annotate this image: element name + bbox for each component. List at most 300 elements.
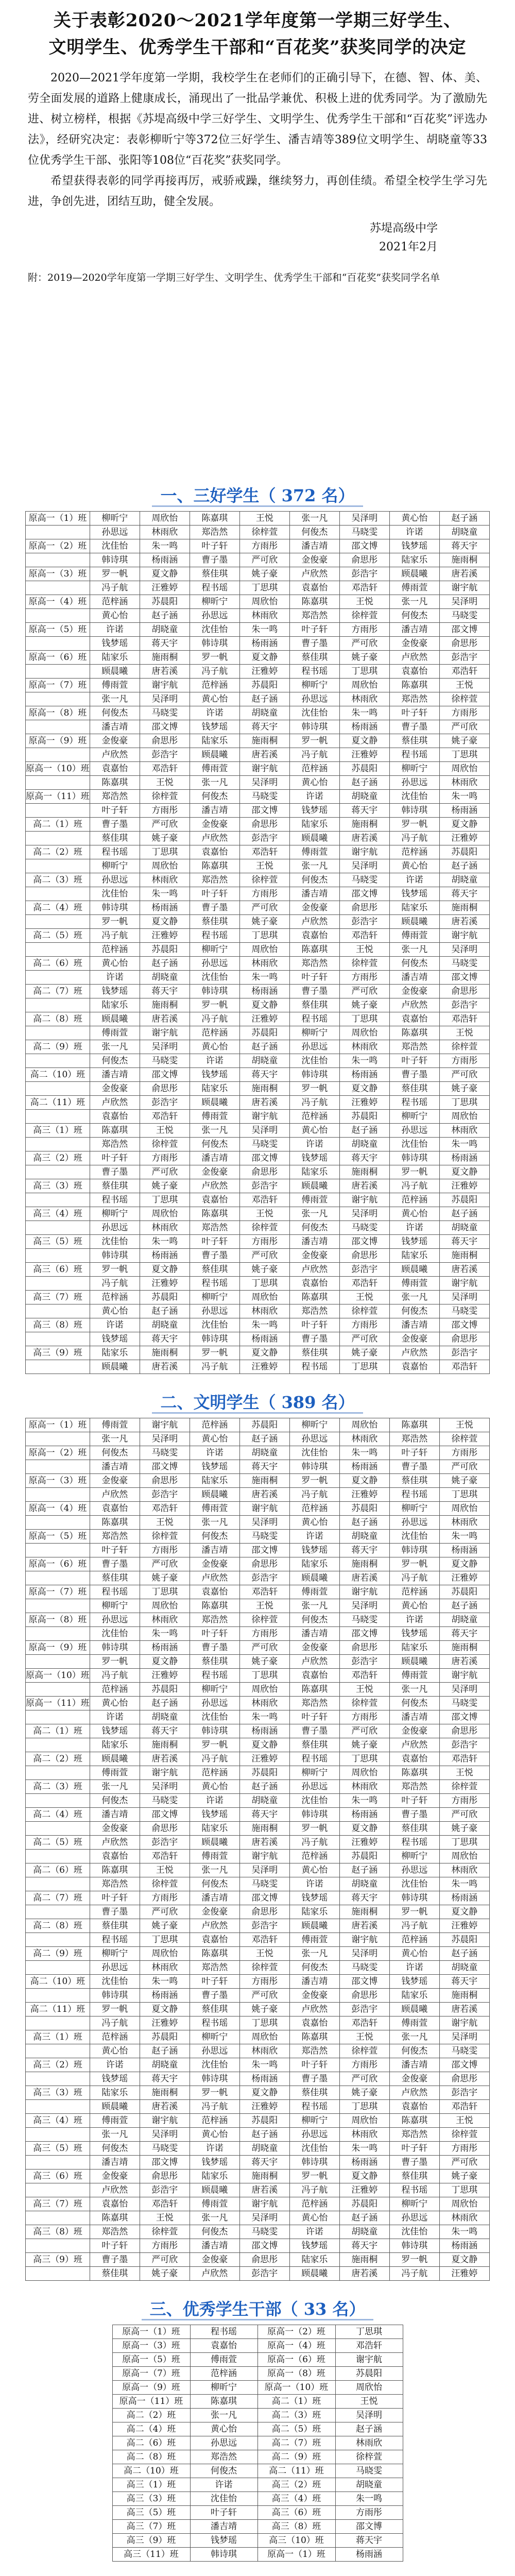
student-name-cell: 蔡佳琪 [90, 1179, 140, 1193]
student-name-cell: 周欣怡 [339, 1766, 389, 1780]
student-name-cell: 汪雅婷 [339, 1096, 389, 1110]
student-name-cell: 丁思琪 [239, 929, 289, 943]
student-name-cell: 陆家乐 [190, 1474, 239, 1488]
class-cell: 高二（10）班 [26, 1975, 90, 1989]
student-name-cell: 罗一帆 [190, 651, 239, 665]
student-name-cell: 蒋天宇 [439, 1235, 489, 1249]
student-name-cell: 范梓涵 [90, 595, 140, 609]
table-row [26, 2239, 490, 2253]
student-name-cell: 许诺 [90, 971, 140, 985]
student-name-cell: 潘吉靖 [289, 887, 339, 901]
class-cell [26, 1138, 90, 1151]
student-name-cell: 徐梓萱 [239, 1221, 289, 1235]
student-name-cell: 吴泽明 [239, 1516, 289, 1530]
student-name-cell: 王悦 [239, 512, 289, 526]
class-cell: 高三（3）班 [112, 2492, 190, 2506]
student-name-cell: 赵子涵 [339, 776, 389, 790]
class-cell: 原高一（3）班 [112, 2339, 190, 2353]
student-name-cell: 叶子轩 [190, 2506, 258, 2520]
student-name-cell: 陆家乐 [90, 998, 140, 1012]
table-row [26, 859, 490, 873]
table-row [26, 2142, 490, 2156]
student-name-cell: 朱一鸣 [239, 2058, 289, 2072]
student-name-cell: 钱梦瑶 [289, 1151, 339, 1165]
table-row [26, 1710, 490, 1724]
student-name-cell: 郑浩然 [389, 1432, 439, 1446]
student-name-cell: 冯子航 [389, 1571, 439, 1585]
student-name-cell: 林雨欣 [239, 957, 289, 971]
student-name-cell: 方雨彤 [239, 1627, 289, 1641]
student-name-cell: 蒋天宇 [140, 985, 190, 998]
student-name-cell: 郑浩然 [389, 1780, 439, 1794]
class-cell: 高三（1）班 [26, 1124, 90, 1138]
class-cell: 高三（10）班 [258, 2534, 335, 2548]
table-row [26, 1054, 490, 1068]
student-name-cell: 吴泽明 [439, 595, 489, 609]
student-name-cell: 王悦 [140, 2211, 190, 2225]
student-name-cell: 傅雨萱 [389, 1669, 439, 1683]
table-row [26, 1738, 490, 1752]
student-name-cell: 夏文静 [439, 1905, 489, 1919]
student-name-cell: 方雨彤 [140, 1151, 190, 1165]
class-cell [26, 1571, 90, 1585]
attachment-note: 附：2019—2020学年度第一学期三好学生、文明学生、优秀学生干部和“百花奖”获奖同学名单 [28, 272, 440, 283]
student-name-cell: 柳昕宁 [190, 1683, 239, 1697]
student-name-cell: 徐梓萱 [339, 2044, 389, 2058]
student-name-cell: 俞思彤 [239, 818, 289, 832]
class-cell [26, 1026, 90, 1040]
class-cell: 原高一（4）班 [26, 595, 90, 609]
student-name-cell: 潘吉靖 [289, 539, 339, 553]
student-name-cell: 胡晓童 [239, 1446, 289, 1460]
student-name-cell: 吴泽明 [239, 776, 289, 790]
table-row [26, 1277, 490, 1291]
table-row [26, 1304, 490, 1318]
student-name-cell: 蔡佳琪 [389, 1082, 439, 1096]
class-cell: 高三（3）班 [26, 2086, 90, 2100]
student-name-cell: 姚子豪 [339, 651, 389, 665]
class-cell [26, 553, 90, 567]
student-name-cell: 苏晨阳 [339, 762, 389, 776]
table-row [26, 2225, 490, 2239]
student-name-cell: 叶子轩 [289, 623, 339, 637]
student-name-cell: 张一凡 [289, 1947, 339, 1961]
student-name-cell: 郑浩然 [190, 526, 239, 539]
class-cell: 原高一（7）班 [26, 679, 90, 692]
student-name-cell: 杨雨涵 [439, 2239, 489, 2253]
student-name-cell: 汪雅婷 [439, 1571, 489, 1585]
student-name-cell: 姚子豪 [239, 1655, 289, 1669]
student-name-cell: 卢欣然 [90, 1836, 140, 1850]
table-row [26, 2253, 490, 2267]
student-name-cell: 黄心怡 [389, 512, 439, 526]
student-name-cell: 何俊杰 [389, 957, 439, 971]
student-name-cell: 冯子航 [190, 1012, 239, 1026]
class-cell: 高三（5）班 [112, 2506, 190, 2520]
table-row [112, 2339, 403, 2353]
student-name-cell: 林雨欣 [239, 2044, 289, 2058]
student-name-cell: 朱一鸣 [339, 1446, 389, 1460]
student-name-cell: 严可欣 [239, 553, 289, 567]
class-cell [26, 2128, 90, 2142]
class-cell: 原高一（6）班 [26, 651, 90, 665]
student-name-cell: 金俊豪 [389, 1332, 439, 1346]
table-row [26, 1613, 490, 1627]
student-name-cell: 周欣怡 [140, 1599, 190, 1613]
student-name-cell: 程书瑶 [90, 845, 140, 859]
class-cell [26, 2016, 90, 2030]
student-name-cell: 胡晓童 [439, 1613, 489, 1627]
student-name-cell: 徐梓萱 [439, 692, 489, 706]
student-name-cell: 王悦 [335, 2395, 403, 2409]
student-name-cell: 柳昕宁 [289, 2114, 339, 2128]
student-name-cell: 范梓涵 [389, 1585, 439, 1599]
class-cell: 原高一（4）班 [26, 1502, 90, 1516]
student-name-cell: 郑浩然 [289, 609, 339, 623]
student-name-cell: 张一凡 [289, 1207, 339, 1221]
student-name-cell: 赵子涵 [339, 1124, 389, 1138]
student-name-cell: 周欣怡 [239, 595, 289, 609]
student-name-cell: 曹子墨 [190, 1989, 239, 2003]
student-name-cell: 蒋天宇 [339, 1151, 389, 1165]
student-name-cell: 叶子轩 [389, 1794, 439, 1808]
student-name-cell: 韩诗琪 [289, 2156, 339, 2170]
table-row [26, 1138, 490, 1151]
student-name-cell: 马晓雯 [339, 1961, 389, 1975]
section-title-sanhao: 一、三好学生（ 372 名） [0, 483, 515, 508]
student-name-cell: 赵子涵 [239, 2128, 289, 2142]
student-name-cell: 孙思远 [389, 1516, 439, 1530]
table-row [26, 776, 490, 790]
student-name-cell: 彭浩宇 [239, 1919, 289, 1933]
student-name-cell: 俞思彤 [239, 2253, 289, 2267]
student-name-cell: 谢宇航 [439, 2016, 489, 2030]
table-row [26, 1975, 490, 1989]
student-name-cell: 蒋天宇 [335, 2534, 403, 2548]
student-name-cell: 何俊杰 [289, 1613, 339, 1627]
student-name-cell: 陆家乐 [289, 1557, 339, 1571]
student-name-cell: 唐若溪 [439, 915, 489, 929]
student-name-cell: 金俊豪 [90, 1082, 140, 1096]
student-name-cell: 张一凡 [90, 1040, 140, 1054]
table-row [112, 2325, 403, 2339]
class-cell [26, 804, 90, 818]
student-name-cell: 吴泽明 [140, 2128, 190, 2142]
student-name-cell: 朱一鸣 [140, 1627, 190, 1641]
student-name-cell: 钱梦瑶 [90, 1332, 140, 1346]
student-name-cell: 曹子墨 [389, 720, 439, 734]
class-cell: 原高一（7）班 [26, 1585, 90, 1599]
student-name-cell: 钱梦瑶 [289, 1891, 339, 1905]
student-name-cell: 冯子航 [90, 929, 140, 943]
student-name-cell: 罗一帆 [389, 818, 439, 832]
student-name-cell: 马晓雯 [339, 1221, 389, 1235]
class-cell: 原高一（10）班 [258, 2381, 335, 2395]
table-row [26, 2183, 490, 2197]
student-name-cell: 彭浩宇 [339, 1263, 389, 1277]
student-name-cell: 方雨彤 [339, 623, 389, 637]
student-name-cell: 曹子墨 [389, 1808, 439, 1822]
student-name-cell: 汪雅婷 [140, 929, 190, 943]
section-sanhao [0, 474, 515, 1374]
class-cell [26, 971, 90, 985]
class-cell: 高三（5）班 [26, 2142, 90, 2156]
student-name-cell: 罗一帆 [190, 998, 239, 1012]
student-name-cell: 蔡佳琪 [389, 1822, 439, 1836]
table-row [26, 553, 490, 567]
student-name-cell: 金俊豪 [190, 2253, 239, 2267]
student-name-cell: 柳昕宁 [90, 859, 140, 873]
student-name-cell: 孙思远 [289, 1432, 339, 1446]
student-name-cell: 马晓雯 [439, 1697, 489, 1710]
student-name-cell: 叶子轩 [90, 804, 140, 818]
student-name-cell: 叶子轩 [289, 1318, 339, 1332]
student-name-cell: 韩诗琪 [190, 1724, 239, 1738]
table-row [26, 1193, 490, 1207]
student-name-cell: 周欣怡 [140, 859, 190, 873]
table-row [112, 2506, 403, 2520]
student-name-cell: 丁思琪 [239, 581, 289, 595]
student-name-cell: 朱一鸣 [439, 1530, 489, 1544]
student-name-cell: 蔡佳琪 [190, 915, 239, 929]
student-name-cell: 林雨欣 [339, 692, 389, 706]
student-name-cell: 俞思彤 [439, 2072, 489, 2086]
student-name-cell: 严可欣 [140, 818, 190, 832]
student-name-cell: 苏晨阳 [439, 845, 489, 859]
student-name-cell: 蒋天宇 [439, 1627, 489, 1641]
class-cell: 高二（3）班 [26, 1780, 90, 1794]
student-name-cell: 陆家乐 [289, 1165, 339, 1179]
class-cell [26, 887, 90, 901]
class-cell: 高二（2）班 [26, 845, 90, 859]
student-name-cell: 孙思远 [90, 526, 140, 539]
table-row [26, 1360, 490, 1374]
student-name-cell: 金俊豪 [190, 818, 239, 832]
class-cell [26, 1277, 90, 1291]
student-name-cell: 方雨彤 [140, 2239, 190, 2253]
student-name-cell: 邓浩轩 [439, 665, 489, 679]
student-name-cell: 潘吉靖 [289, 1627, 339, 1641]
table-row [26, 1905, 490, 1919]
student-name-cell: 钱梦瑶 [389, 1627, 439, 1641]
student-name-cell: 黄心怡 [289, 1516, 339, 1530]
class-cell [26, 1249, 90, 1263]
student-name-cell: 方雨彤 [439, 1054, 489, 1068]
student-name-cell: 陆家乐 [289, 818, 339, 832]
student-name-cell: 黄心怡 [90, 1304, 140, 1318]
student-name-cell: 罗一帆 [389, 1905, 439, 1919]
student-name-cell: 周欣怡 [439, 2197, 489, 2211]
student-name-cell: 程书瑶 [90, 1193, 140, 1207]
student-name-cell: 何俊杰 [389, 1304, 439, 1318]
class-cell: 高二（10）班 [26, 1068, 90, 1082]
class-cell: 高二（10）班 [112, 2464, 190, 2478]
student-name-cell: 金俊豪 [90, 734, 140, 748]
table-row [26, 748, 490, 762]
student-name-cell: 邵文博 [239, 1891, 289, 1905]
student-name-cell: 马晓雯 [140, 2142, 190, 2156]
student-name-cell: 柳昕宁 [90, 1599, 140, 1613]
student-name-cell: 吴泽明 [339, 512, 389, 526]
student-name-cell: 姚子豪 [439, 1822, 489, 1836]
student-name-cell: 姚子豪 [239, 2003, 289, 2016]
table-row [26, 2086, 490, 2100]
student-name-cell: 柳昕宁 [190, 943, 239, 957]
table-row [26, 887, 490, 901]
student-name-cell: 杨雨涵 [239, 1332, 289, 1346]
student-name-cell: 顾晨曦 [289, 832, 339, 845]
student-name-cell: 孙思远 [190, 609, 239, 623]
class-cell [26, 1544, 90, 1557]
student-name-cell: 马晓雯 [239, 1877, 289, 1891]
table-row [26, 1989, 490, 2003]
title-line-2: 文明学生、优秀学生干部和“百花奖”获奖同学的决定 [48, 37, 467, 58]
student-name-cell: 邵文博 [140, 2156, 190, 2170]
student-name-cell: 陈嘉琪 [190, 1599, 239, 1613]
student-name-cell: 胡晓童 [339, 2225, 389, 2239]
class-cell [26, 581, 90, 595]
student-name-cell: 夏文静 [239, 1346, 289, 1360]
student-name-cell: 范梓涵 [90, 1291, 140, 1304]
student-name-cell: 蔡佳琪 [389, 2170, 439, 2183]
student-name-cell: 叶子轩 [190, 887, 239, 901]
student-name-cell: 施雨桐 [339, 1165, 389, 1179]
student-name-cell: 夏文静 [439, 2253, 489, 2267]
student-name-cell: 柳昕宁 [389, 1502, 439, 1516]
student-name-cell: 徐梓萱 [339, 1697, 389, 1710]
student-name-cell: 林雨欣 [239, 609, 289, 623]
table-row [26, 832, 490, 845]
student-name-cell: 周欣怡 [439, 762, 489, 776]
class-cell: 高二（4）班 [26, 1808, 90, 1822]
student-name-cell: 林雨欣 [439, 1124, 489, 1138]
table-row [26, 845, 490, 859]
table-row [26, 1947, 490, 1961]
student-name-cell: 赵子涵 [239, 1432, 289, 1446]
class-cell: 原高一（1）班 [26, 512, 90, 526]
student-name-cell: 冯子航 [389, 1919, 439, 1933]
class-cell: 原高一（11）班 [112, 2395, 190, 2409]
student-name-cell: 叶子轩 [289, 1710, 339, 1724]
student-name-cell: 苏晨阳 [239, 1418, 289, 1432]
student-name-cell: 丁思琪 [140, 845, 190, 859]
student-name-cell: 卢欣然 [190, 1571, 239, 1585]
student-name-cell: 杨雨涵 [140, 1641, 190, 1655]
student-name-cell: 潘吉靖 [90, 1460, 140, 1474]
student-name-cell: 卢欣然 [289, 1263, 339, 1277]
student-name-cell: 韩诗琪 [190, 985, 239, 998]
signature-block [0, 212, 515, 257]
student-name-cell: 胡晓童 [239, 706, 289, 720]
student-name-cell: 马晓雯 [239, 1138, 289, 1151]
student-name-cell: 顾晨曦 [90, 1752, 140, 1766]
table-row [26, 1432, 490, 1446]
student-name-cell: 柳昕宁 [190, 2030, 239, 2044]
class-cell [26, 2156, 90, 2170]
student-name-cell: 顾晨曦 [90, 1360, 140, 1374]
class-cell [26, 1193, 90, 1207]
student-name-cell: 韩诗琪 [389, 1891, 439, 1905]
student-name-cell: 卢欣然 [190, 832, 239, 845]
student-name-cell: 许诺 [389, 1613, 439, 1627]
table-row [26, 2100, 490, 2114]
sanhao-table [25, 511, 490, 1374]
student-name-cell: 卢欣然 [90, 1488, 140, 1502]
class-cell [26, 1432, 90, 1446]
student-name-cell: 沈佳怡 [190, 623, 239, 637]
student-name-cell: 朱一鸣 [339, 1054, 389, 1068]
student-name-cell: 严可欣 [439, 2156, 489, 2170]
student-name-cell: 陈嘉琪 [190, 2395, 258, 2409]
student-name-cell: 苏晨阳 [439, 1585, 489, 1599]
student-name-cell: 王悦 [140, 776, 190, 790]
student-name-cell: 丁思琪 [439, 1488, 489, 1502]
student-name-cell: 郑浩然 [190, 2450, 258, 2464]
table-row [26, 692, 490, 706]
student-name-cell: 邓浩轩 [335, 2339, 403, 2353]
class-cell [26, 1933, 90, 1947]
student-name-cell: 胡晓童 [140, 2058, 190, 2072]
title-line-1: 关于表彰2020～2021学年度第一学期三好学生、 [53, 10, 462, 31]
student-name-cell: 汪雅婷 [140, 1669, 190, 1683]
student-name-cell: 姚子豪 [339, 1738, 389, 1752]
student-name-cell: 袁嘉怡 [90, 762, 140, 776]
student-name-cell: 姚子豪 [239, 567, 289, 581]
student-name-cell: 曹子墨 [289, 1724, 339, 1738]
student-name-cell: 胡晓童 [140, 1318, 190, 1332]
class-cell [26, 2072, 90, 2086]
table-row [26, 1012, 490, 1026]
ganbu-table [112, 2325, 403, 2562]
student-name-cell: 曹子墨 [289, 985, 339, 998]
student-name-cell: 施雨桐 [239, 2170, 289, 2183]
student-name-cell: 卢欣然 [90, 1096, 140, 1110]
student-name-cell: 吴泽明 [140, 1780, 190, 1794]
student-name-cell: 唐若溪 [239, 1836, 289, 1850]
student-name-cell: 夏文静 [239, 651, 289, 665]
student-name-cell: 袁嘉怡 [389, 1360, 439, 1374]
class-cell [26, 1850, 90, 1863]
class-cell [26, 1905, 90, 1919]
student-name-cell: 朱一鸣 [239, 623, 289, 637]
student-name-cell: 汪雅婷 [140, 581, 190, 595]
student-name-cell: 范梓涵 [289, 1110, 339, 1124]
student-name-cell: 卢欣然 [190, 1179, 239, 1193]
student-name-cell: 黄心怡 [190, 2422, 258, 2436]
student-name-cell: 冯子航 [289, 1096, 339, 1110]
table-row [26, 1724, 490, 1738]
student-name-cell: 程书瑶 [90, 1585, 140, 1599]
student-name-cell: 陈嘉琪 [190, 1207, 239, 1221]
student-name-cell: 周欣怡 [140, 512, 190, 526]
table-row [112, 2464, 403, 2478]
student-name-cell: 杨雨涵 [140, 901, 190, 915]
student-name-cell: 何俊杰 [389, 1697, 439, 1710]
class-cell: 高二（8）班 [26, 1012, 90, 1026]
class-cell: 原高一（2）班 [258, 2325, 335, 2339]
student-name-cell: 唐若溪 [339, 832, 389, 845]
table-row [26, 2016, 490, 2030]
student-name-cell: 谢宇航 [239, 762, 289, 776]
student-name-cell: 徐梓萱 [439, 1432, 489, 1446]
student-name-cell: 蒋天宇 [339, 2239, 389, 2253]
student-name-cell: 潘吉靖 [190, 2520, 258, 2534]
student-name-cell: 黄心怡 [389, 1947, 439, 1961]
table-row [26, 1863, 490, 1877]
table-row [26, 1516, 490, 1530]
student-name-cell: 蒋天宇 [439, 1975, 489, 1989]
class-cell [26, 998, 90, 1012]
